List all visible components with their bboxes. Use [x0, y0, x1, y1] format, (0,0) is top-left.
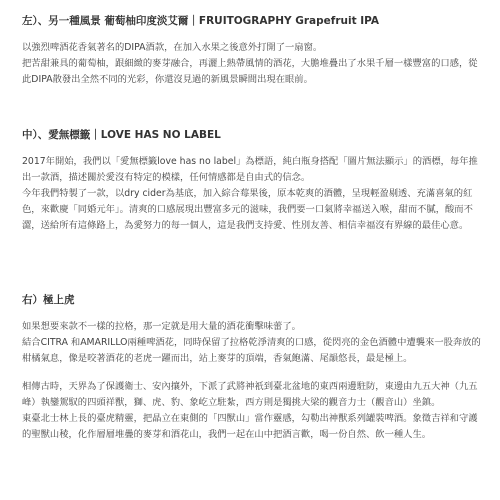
spacer — [22, 307, 482, 319]
paragraph: 如果想要來款不一樣的拉格，那一定就是用大量的酒花衝擊味蕾了。 — [22, 321, 301, 332]
spacer — [22, 142, 482, 154]
section-heading: 右）極上虎 — [22, 294, 75, 306]
paragraph: 以強烈啤酒花香氣著名的DIPA酒款，在加入水果之後意外打開了一扇窗。 — [22, 42, 323, 53]
section-right-beer — [22, 293, 482, 443]
paragraph: 結合CITRA 和AMARILLO兩種啤酒花，同時保留了拉格乾淨清爽的口感，從閃亮的金色酒體中遭襲來一股奔放的柑橘氣息，像是咬著酒花的老虎一躍而出，站上麥芽的頂端，香氣飽滿、尾韻悠長，最是極上。 — [22, 337, 481, 364]
section-heading: 左）、另一種風景 葡萄柚印度淡艾爾｜FRUITOGRAPHY Grapefruit IPA — [22, 15, 380, 27]
section-heading: 中）、愛無標籤｜LOVE HAS NO LABEL — [22, 129, 221, 141]
paragraph: 東臺北士林上長的臺虎精靈，把晶立在東側的「四獸山」當作靈感，勾勒出神獸系列罐裝啤酒。象徵吉祥和守護的聖獸山稜，化作層層堆疊的麥芽和酒花山，我們一起在山中把酒言歡，喝一份自然、飲一種人生。 — [22, 413, 478, 440]
paragraph: 相傳古時，天界為了保護衛士、安內攘外，下派了武將神祇到臺北盆地的東西兩邊駐防，東邊由九五大神（九五峰）執鑾駕馭的四頭祥獸，獅、虎、豹、象屹立駐紮，西方則是獨挑大梁的觀音力士（觀音山）坐鎮。 — [22, 381, 478, 408]
paragraph: 今年我們特製了一款，以dry cider為基底，加入綜合莓果後，原本乾爽的酒體，呈現輕盈剔透、充滿喜氣的紅色，來歡慶「同婚元年」。清爽的口感展現出豐富多元的滋味，我們要一口氣將幸福送入喉，甜而不膩，酸而不澀，送給所有這條路上，為愛努力的每一個人，這是我們支持愛、性別友善、相信幸福沒有界線的最佳心意。 — [22, 188, 473, 231]
paragraph: 2017年開始，我們以「愛無標籤love has no label」為標語，純白瓶身搭配「圖片無法顯示」的酒標，每年推出一款酒，描述關於愛沒有特定的模樣，任何情感都是自由式的信念。 — [22, 156, 478, 183]
paragraph: 把苦甜兼具的葡萄柚，跟細緻的麥芽融合，再灑上熱帶風情的酒花，大膽堆疊出了水果千層一樣豐富的口感，從此DIPA散發出全然不同的光彩，你還沒見過的新風景瞬間出現在眼前。 — [22, 58, 478, 85]
spacer — [22, 367, 482, 379]
section-middle-beer — [22, 128, 482, 234]
spacer — [22, 28, 482, 40]
section-left-beer — [22, 14, 482, 88]
